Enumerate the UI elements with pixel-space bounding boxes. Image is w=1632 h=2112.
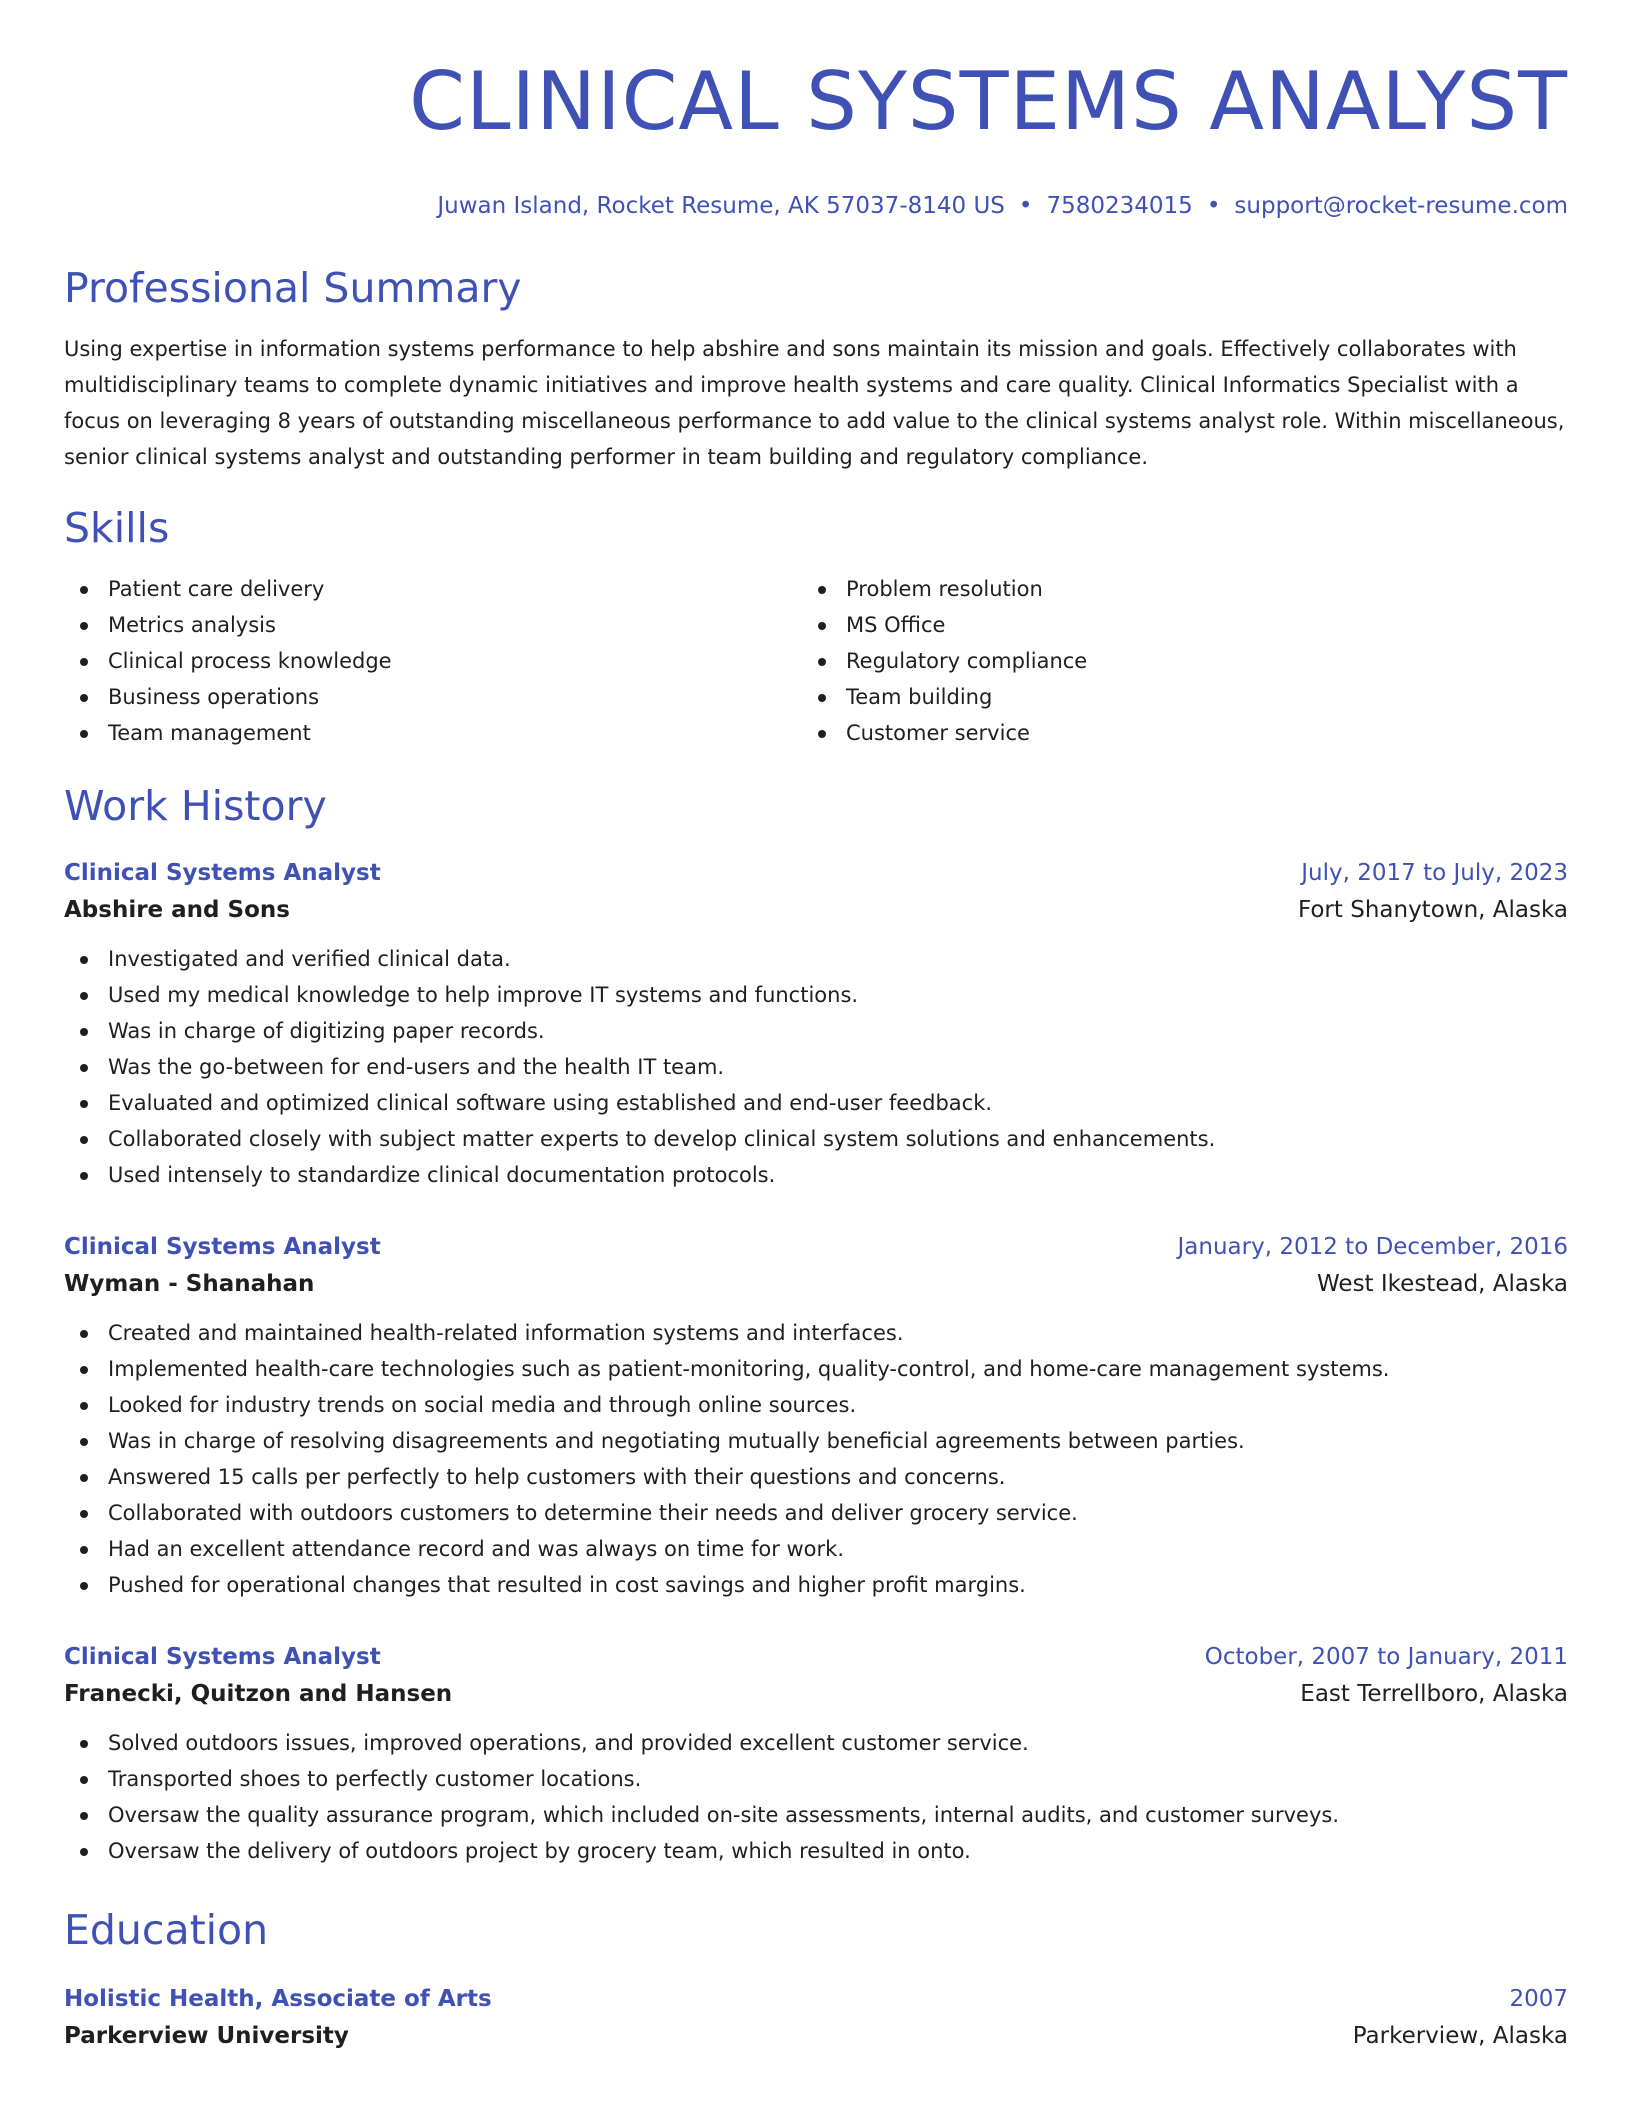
job-location: West Ikestead, Alaska [1317,1271,1568,1297]
bullet-icon [80,1100,88,1108]
bullet-icon [80,1172,88,1180]
education-location: Parkerview, Alaska [1352,2023,1568,2049]
skill-item: Business operations [64,679,802,715]
bullet-icon [80,1064,88,1072]
education-school: Parkerview University [64,2023,349,2049]
skill-item: Metrics analysis [64,607,802,643]
skills-heading: Skills [64,504,170,552]
skill-item: Customer service [802,715,1540,751]
job-bullet: Was the go-between for end-users and the health IT team. [64,1049,1568,1085]
bullet-icon [80,658,88,666]
bullet-icon [80,1402,88,1410]
job-bullets [64,1725,1568,1869]
job-bullet: Oversaw the quality assurance program, which included on-site assessments, internal audits, and customer surveys. [64,1797,1568,1833]
bullet-icon [80,956,88,964]
skills-column-left [64,571,802,751]
job-bullet: Collaborated with outdoors customers to determine their needs and deliver grocery service. [64,1495,1568,1531]
resume-title: CLINICAL SYSTEMS ANALYST [409,55,1568,148]
job-bullet: Used my medical knowledge to help improve IT systems and functions. [64,977,1568,1013]
bullet-icon [80,1510,88,1518]
job-bullet: Pushed for operational changes that resulted in cost savings and higher profit margins. [64,1567,1568,1603]
job-company-row [64,1265,1568,1303]
job-company: Abshire and Sons [64,897,290,923]
bullet-icon [80,622,88,630]
skill-item: Team management [64,715,802,751]
skill-item: Patient care delivery [64,571,802,607]
bullet-icon [80,586,88,594]
contact-email[interactable]: support@rocket-resume.com [1234,193,1568,219]
bullet-icon [80,1136,88,1144]
summary-text: Using expertise in information systems performance to help abshire and sons maintain its mission and goals. Effectively collaborates with multidisciplinary teams to complete dynamic initiatives and improve health systems and care quality. Clinical Informatics Specialist with a focus on leveraging 8 years of outstanding miscellaneous performance to add value to the clinical systems analyst role. Within miscellaneous, senior clinical systems analyst and outstanding performer in team building and regulatory compliance. [64,337,1565,469]
job-role: Clinical Systems Analyst [64,1234,381,1260]
job-header-row [64,1229,1568,1265]
job-bullet: Transported shoes to perfectly customer locations. [64,1761,1568,1797]
job-location: East Terrellboro, Alaska [1300,1681,1568,1707]
contact-address: Juwan Island, Rocket Resume, AK 57037-8140 US [437,193,1005,219]
bullet-icon [80,730,88,738]
job-entry [64,855,1568,1193]
job-location: Fort Shanytown, Alaska [1297,897,1568,923]
job-bullet: Was in charge of digitizing paper records. [64,1013,1568,1049]
skills-column-right [802,571,1540,751]
bullet-icon [818,694,826,702]
education-school-row [64,2017,1568,2055]
bullet-icon [818,586,826,594]
education-year: 2007 [1509,1986,1568,2012]
bullet-icon [80,992,88,1000]
bullet-icon [80,1028,88,1036]
job-entry [64,1639,1568,1869]
contact-separator: • [1206,193,1221,219]
bullet-icon [80,1740,88,1748]
job-bullet: Looked for industry trends on social media and through online sources. [64,1387,1568,1423]
job-bullets [64,941,1568,1193]
job-bullet: Created and maintained health-related information systems and interfaces. [64,1315,1568,1351]
skill-item: MS Office [802,607,1540,643]
job-header-row [64,1639,1568,1675]
bullet-icon [80,1474,88,1482]
contact-separator: • [1018,193,1033,219]
education-entry [64,1981,1568,2055]
job-bullet: Used intensely to standardize clinical documentation protocols. [64,1157,1568,1193]
job-bullet: Answered 15 calls per perfectly to help customers with their questions and concerns. [64,1459,1568,1495]
education-header-row [64,1981,1568,2017]
bullet-icon [818,658,826,666]
job-header-row [64,855,1568,891]
skill-item: Problem resolution [802,571,1540,607]
job-entry [64,1229,1568,1603]
bullet-icon [80,1438,88,1446]
job-dates: October, 2007 to January, 2011 [1204,1644,1568,1670]
bullet-icon [80,1366,88,1374]
job-bullet: Collaborated closely with subject matter experts to develop clinical system solutions and enhancements. [64,1121,1568,1157]
job-bullet: Was in charge of resolving disagreements and negotiating mutually beneficial agreements between parties. [64,1423,1568,1459]
bullet-icon [818,730,826,738]
job-company-row [64,1675,1568,1713]
job-bullet: Oversaw the delivery of outdoors project by grocery team, which resulted in onto. [64,1833,1568,1869]
bullet-icon [80,1546,88,1554]
job-dates: July, 2017 to July, 2023 [1301,860,1568,886]
bullet-icon [80,1330,88,1338]
job-company: Wyman - Shanahan [64,1271,315,1297]
bullet-icon [80,1582,88,1590]
contact-line [64,190,1568,222]
education-degree: Holistic Health, Associate of Arts [64,1986,492,2012]
bullet-icon [80,1848,88,1856]
job-bullet: Evaluated and optimized clinical software using established and end-user feedback. [64,1085,1568,1121]
bullet-icon [818,622,826,630]
skill-item: Team building [802,679,1540,715]
skills-list [64,571,1568,751]
job-company: Franecki, Quitzon and Hansen [64,1681,453,1707]
skill-item: Regulatory compliance [802,643,1540,679]
job-role: Clinical Systems Analyst [64,1644,381,1670]
skill-item: Clinical process knowledge [64,643,802,679]
education-heading: Education [64,1906,269,1954]
summary-heading: Professional Summary [64,264,522,312]
job-dates: January, 2012 to December, 2016 [1177,1234,1568,1260]
job-company-row [64,891,1568,929]
job-bullet: Had an excellent attendance record and was always on time for work. [64,1531,1568,1567]
job-role: Clinical Systems Analyst [64,860,381,886]
job-bullet: Solved outdoors issues, improved operations, and provided excellent customer service. [64,1725,1568,1761]
bullet-icon [80,694,88,702]
bullet-icon [80,1776,88,1784]
job-bullet: Implemented health-care technologies such as patient-monitoring, quality-control, and home-care management systems. [64,1351,1568,1387]
contact-phone: 7580234015 [1046,193,1193,219]
job-bullet: Investigated and verified clinical data. [64,941,1568,977]
work-history-heading: Work History [64,782,327,830]
job-bullets [64,1315,1568,1603]
bullet-icon [80,1812,88,1820]
